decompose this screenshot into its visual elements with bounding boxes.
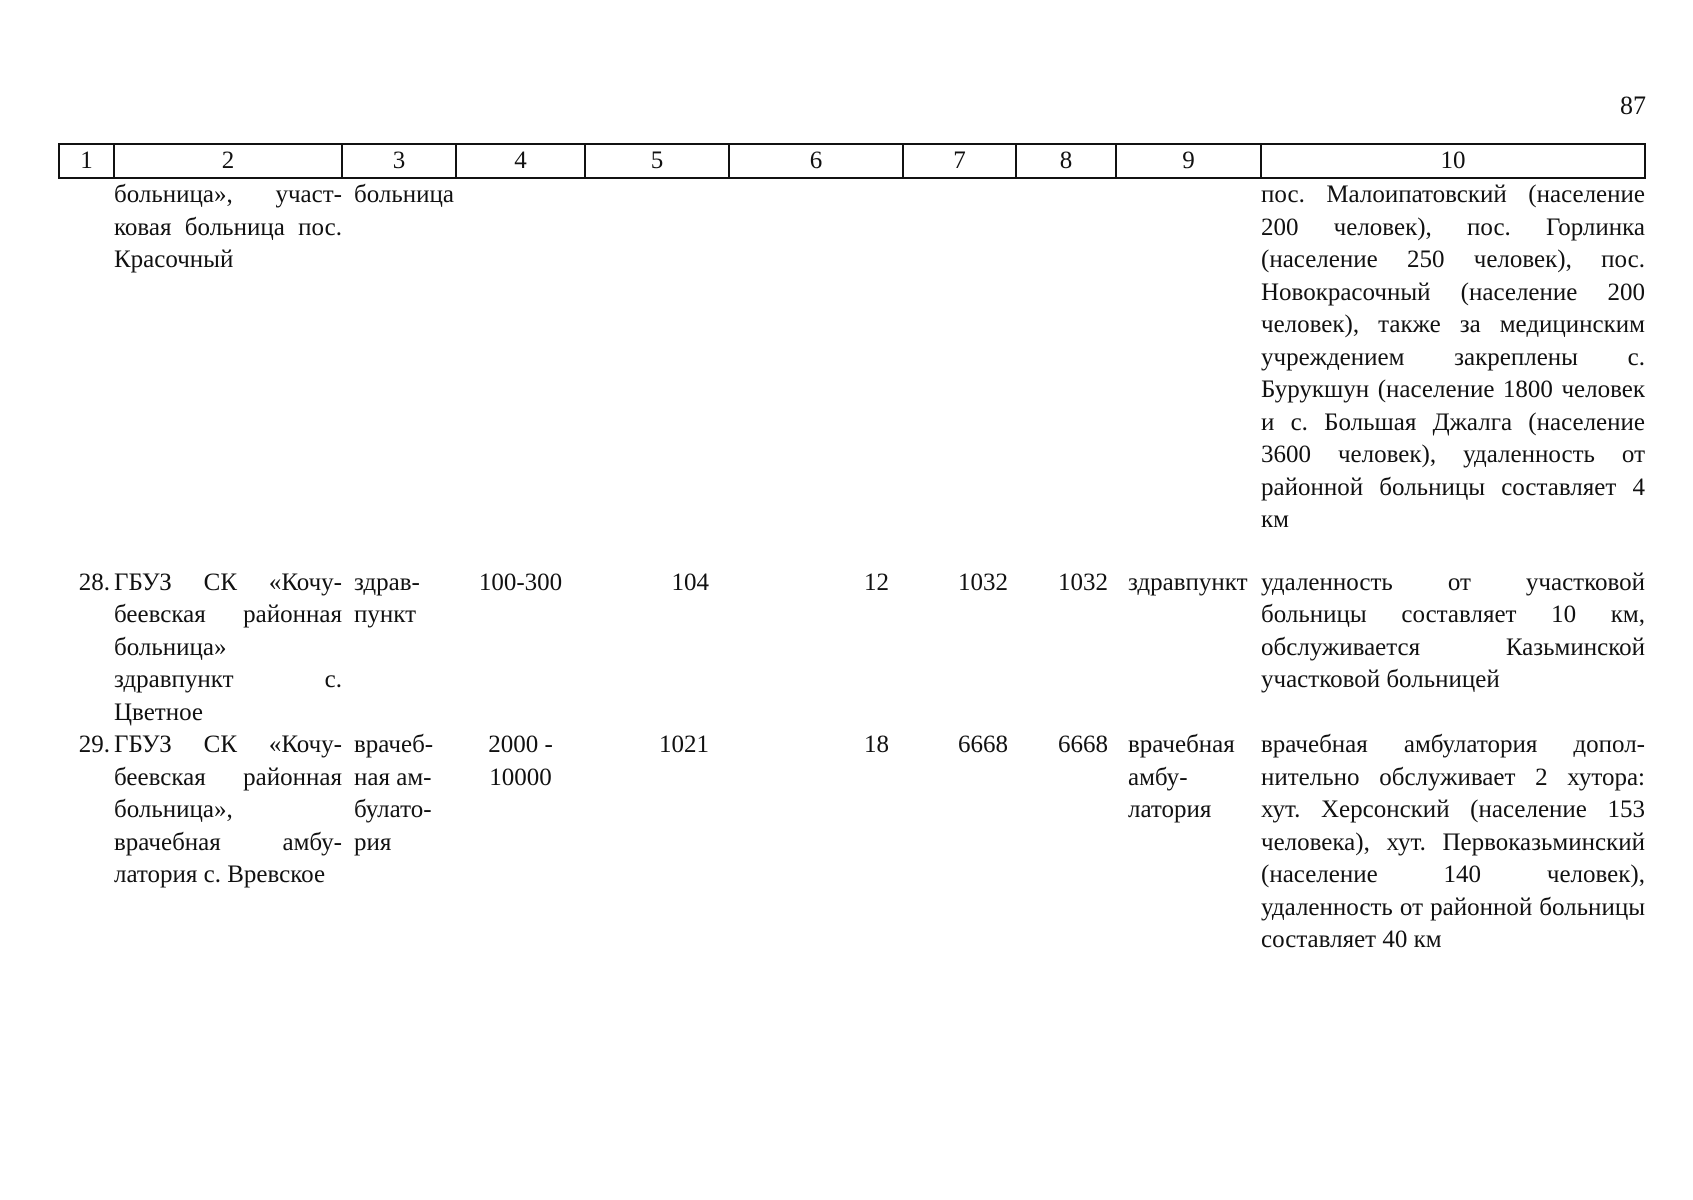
- column-number-6: 6: [729, 144, 903, 178]
- facility-type: больница: [354, 181, 454, 208]
- population-value: [903, 178, 1016, 537]
- row-number: 29.: [78, 731, 110, 758]
- facility-type: врачебная амбулатория: [354, 731, 434, 856]
- served-population-value: [1016, 178, 1116, 537]
- distance-value: 1021: [659, 731, 709, 758]
- served-population-value: 6668: [1058, 731, 1108, 758]
- facility-name: ГБУЗ СК «Кочубеевская районная больница», врачебная амбулатория с. Вревское: [114, 731, 342, 888]
- distance-value: 104: [671, 568, 709, 596]
- column-number-2: 2: [114, 144, 342, 178]
- page-number: 87: [1620, 91, 1646, 120]
- column-number-4: 4: [456, 144, 585, 178]
- table-row: [59, 567, 1645, 730]
- column-6-value: 12: [864, 568, 889, 596]
- column-number-5: 5: [585, 144, 729, 178]
- column-6-value: [729, 178, 903, 537]
- notes: пос. Малоипатовский (население 200 человек), пос. Горлинка (население 250 человек), пос. Новокрасочный (население 200 человек), также за медицинским учреждением закреплены с. Бурукшун (население 1800 человек и с. Большая Джалга (население 3600 человек), удаленность от районной больницы составляет 4 км: [1261, 181, 1645, 533]
- recommended-type: здравпункт: [1128, 568, 1248, 596]
- facility-type: здравпункт: [354, 568, 420, 628]
- norm-population: [456, 178, 585, 537]
- column-number-3: 3: [342, 144, 456, 178]
- facilities-table: [58, 143, 1646, 957]
- recommended-type: врачебная амбулатория: [1128, 731, 1235, 823]
- distance-value: [585, 178, 729, 537]
- row-number: [59, 178, 114, 537]
- population-value: 6668: [958, 731, 1008, 758]
- recommended-type: [1116, 178, 1261, 537]
- row-number: 28.: [78, 568, 110, 596]
- facility-name: больница», участковая больница пос. Красочный: [114, 181, 342, 273]
- notes: врачебная амбулатория дополнительно обслуживает 2 хутора: хут. Херсонский (население 153 человека), хут. Первоказьминский (население 140 человек), удаленность от районной больницы составляет 40 км: [1261, 731, 1645, 953]
- norm-population: 2000 - 10000: [488, 731, 553, 791]
- column-number-9: 9: [1116, 144, 1261, 178]
- facility-name: ГБУЗ СК «Кочубеевская районная больница» здравпункт с. Цветное: [114, 568, 342, 726]
- notes: удаленность от участковой больницы составляет 10 км, обслуживается Казьминской участковой больницей: [1261, 568, 1645, 693]
- norm-population: 100-300: [478, 568, 563, 596]
- column-number-8: 8: [1016, 144, 1116, 178]
- column-number-7: 7: [903, 144, 1016, 178]
- column-number-1: 1: [59, 144, 114, 178]
- population-value: 1032: [958, 568, 1008, 596]
- facilities-table-wrap: [58, 143, 1644, 957]
- served-population-value: 1032: [1058, 568, 1108, 596]
- table-row: [59, 729, 1645, 957]
- column-number-header-row: [59, 144, 1645, 178]
- row-spacer: [59, 537, 1645, 567]
- table-row: [59, 178, 1645, 537]
- column-6-value: 18: [864, 731, 889, 758]
- column-number-10: 10: [1261, 144, 1645, 178]
